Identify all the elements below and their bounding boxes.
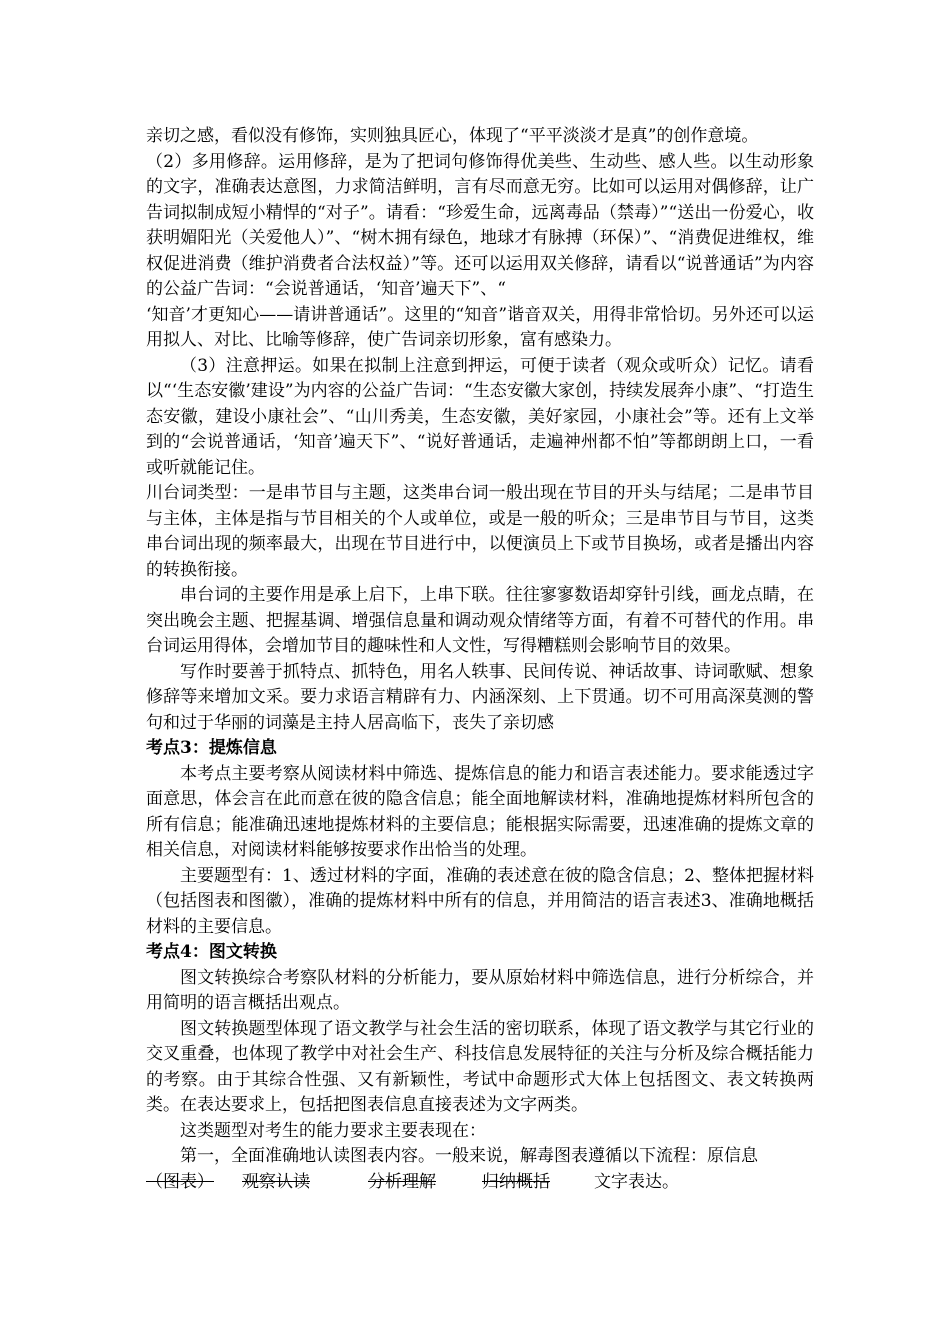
flow-step: （图表） (146, 1171, 214, 1192)
paragraph: （3）注意押运。如果在拟制上注意到押运，可便于读者（观众或听众）记忆。请看以“‘生态安徽’建设”为内容的公益广告词：“生态安徽大家创，持续发展奔小康”、“打造生态安徽，建设小康社会”、“山川秀美，生态安徽，美好家园，小康社会”等。还有上文举到的“会说普通话，‘知音’遍天下”、“说好普通话，走遍神州都不怕”等都朗朗上口，一看或听就能记住。 (146, 355, 814, 478)
flow-step: 分析理解 (368, 1171, 436, 1192)
flow-step: 归纳概括 (482, 1171, 550, 1192)
paragraph: （2）多用修辞。运用修辞，是为了把词句修饰得优美些、生动些、感人些。以生动形象的文字，准确表达意图，力求简洁鲜明，言有尽而意无穷。比如可以运用对偶修辞，让广告词拟制成短小精悍的“对子”。请看：“珍爱生命，远离毒品（禁毒）”“送出一份爱心，收获明媚阳光（关爱他人）”、“树木拥有绿色，地球才有脉搏（环保）”、“消费促进维权，维权促进消费（维护消费者合法权益）”等。还可以运用双关修辞，请看以“说普通话”为内容的公益广告词：“会说普通话，‘知音’遍天下”、“ (146, 151, 814, 299)
paragraph: 本考点主要考察从阅读材料中筛选、提炼信息的能力和语言表述能力。要求能透过字面意思，体会言在此而意在彼的隐含信息；能全面地解读材料，准确地提炼材料所包含的所有信息；能准确迅速地提炼材料的主要信息；能根据实际需要，迅速准确的提炼文章的相关信息，对阅读材料能够按要求作出恰当的处理。 (146, 763, 814, 860)
paragraph: 图文转换题型体现了语文教学与社会生活的密切联系，体现了语文教学与其它行业的交叉重叠，也体现了教学中对社会生产、科技信息发展特征的关注与分析及综合概括能力的考察。由于其综合性强、又有新颖性，考试中命题形式大体上包括图文、表文转换两类。在表达要求上，包括把图表信息直接表述为文字两类。 (146, 1018, 814, 1115)
document-page (146, 124, 814, 1196)
paragraph: 主要题型有：1、透过材料的字面，准确的表述意在彼的隐含信息；2、整体把握材料（包括图表和图徽），准确的提炼材料中所有的信息，并用简洁的语言表述3、准确地概括材料的主要信息。 (146, 865, 814, 937)
paragraph: 写作时要善于抓特点、抓特色，用名人轶事、民间传说、神话故事、诗词歌赋、想象修辞等来增加文采。要力求语言精辟有力、内涵深刻、上下贯通。切不可用高深莫测的警句和过于华丽的词藻是主持人居高临下，丧失了亲切感 (146, 661, 814, 733)
paragraph: 第一，全面准确地认读图表内容。一般来说，解毒图表遵循以下流程：原信息 (180, 1146, 758, 1166)
flow-step: 观察认读 (242, 1171, 310, 1192)
paragraph: ‘知音’才更知心——请讲普通话”。这里的“知音”谐音双关，用得非常恰切。另外还可以运用拟人、对比、比喻等修辞，使广告词亲切形象，富有感染力。 (146, 304, 814, 350)
paragraph: 川台词类型：一是串节目与主题，这类串台词一般出现在节目的开头与结尾；二是串节目与主体，主体是指与节目相关的个人或单位，或是一般的听众；三是串节目与节目，这类串台词出现的频率最大，出现在节目进行中，以便演员上下或节目换场，或者是播出内容的转换衔接。 (146, 483, 814, 580)
flow-step: 文字表达。 (594, 1171, 679, 1192)
flow-steps (146, 1170, 814, 1196)
paragraph: 亲切之感，看似没有修饰，实则独具匠心，体现了“平平淡淡才是真”的创作意境。 (146, 126, 759, 146)
paragraph: 图文转换综合考察队材料的分析能力，要从原始材料中筛选信息，进行分析综合，并用简明的语言概括出观点。 (146, 967, 814, 1013)
document-body (146, 124, 814, 1170)
section-heading: 考点4：图文转换 (146, 942, 277, 962)
section-heading: 考点3：提炼信息 (146, 738, 277, 758)
paragraph: 串台词的主要作用是承上启下，上串下联。往往寥寥数语却穿针引线，画龙点睛，在突出晚会主题、把握基调、增强信息量和调动观众情绪等方面，有着不可替代的作用。串台词运用得体，会增加节目的趣味性和人文性，写得糟糕则会影响节目的效果。 (146, 585, 814, 656)
paragraph: 这类题型对考生的能力要求主要表现在： (180, 1120, 486, 1141)
